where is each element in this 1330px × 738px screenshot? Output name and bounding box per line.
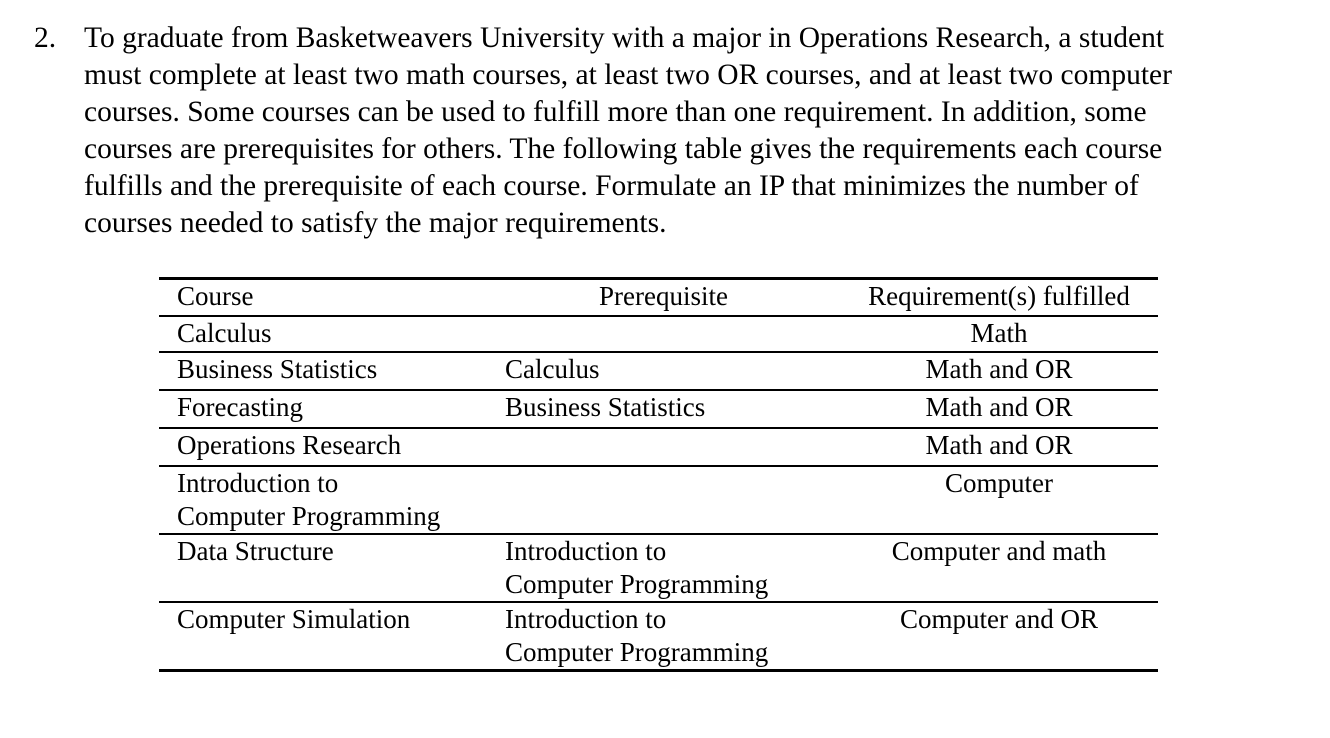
header-requirements: Requirement(s) fulfilled (868, 281, 1130, 311)
course-cell: Forecasting (177, 392, 303, 422)
problem-line: To graduate from Basketweavers University with a major in Operations Research, a student (84, 22, 1165, 54)
problem-statement (34, 20, 1314, 242)
problem-line: courses needed to satisfy the major requirements. (84, 207, 667, 239)
requirements-cell: Computer and math (891, 536, 1107, 566)
table-row (159, 390, 1158, 428)
prerequisite-cell: Business Statistics (505, 392, 706, 422)
problem-number: 2. (34, 22, 57, 54)
table-row (159, 602, 1158, 671)
requirements-cell: Computer (945, 468, 1053, 498)
table-header-row (159, 279, 1158, 317)
requirements-cell: Math and OR (925, 354, 1073, 384)
table-row (159, 534, 1158, 602)
course-cell: Calculus (177, 318, 272, 348)
prerequisite-cell: Introduction to Computer Programming (505, 536, 769, 599)
problem-line: fulfills and the prerequisite of each course. Formulate an IP that minimizes the number of (84, 170, 1139, 202)
problem-line: courses are prerequisites for others. The following table gives the requirements each course (84, 133, 1163, 165)
requirements-cell: Math and OR (925, 430, 1073, 460)
header-course: Course (177, 281, 254, 311)
course-requirements-table (159, 277, 1158, 672)
course-cell: Introduction to Computer Programming (177, 468, 441, 531)
problem-text (84, 20, 1314, 242)
problem-line: must complete at least two math courses, at least two OR courses, and at least two computer (84, 59, 1172, 91)
course-cell: Operations Research (177, 430, 402, 460)
prerequisite-cell: Calculus (505, 354, 600, 384)
table-row (159, 352, 1158, 390)
requirements-cell: Computer and OR (900, 604, 1098, 634)
course-cell: Business Statistics (177, 354, 378, 384)
course-cell: Data Structure (177, 536, 334, 566)
requirements-cell: Math and OR (925, 392, 1073, 422)
problem-line: courses. Some courses can be used to fulfill more than one requirement. In addition, some (84, 96, 1147, 128)
course-cell: Computer Simulation (177, 604, 411, 634)
prerequisite-cell: Introduction to Computer Programming (505, 604, 769, 667)
requirements-cell: Math (970, 318, 1028, 348)
header-prerequisite: Prerequisite (599, 281, 728, 311)
table-row (159, 428, 1158, 466)
table-row (159, 316, 1158, 352)
table-row (159, 466, 1158, 534)
